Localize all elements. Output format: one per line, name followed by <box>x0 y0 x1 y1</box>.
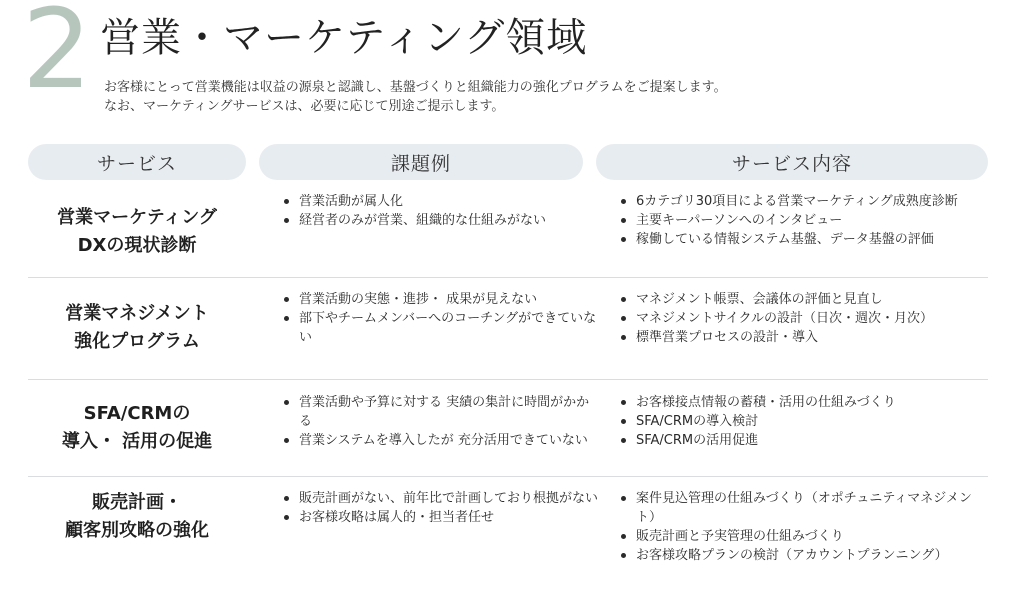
content-item: お客様接点情報の蓄積・活用の仕組みづくり <box>636 393 991 412</box>
issue-item: 経営者のみが営業、組織的な仕組みがない <box>299 211 599 230</box>
service-name <box>28 278 246 378</box>
issue-item: 営業活動が属人化 <box>299 192 599 211</box>
issue-item: 部下やチームメンバーへのコーチングができていない <box>299 309 599 347</box>
service-name <box>28 380 246 475</box>
service-name-line: 営業マーケティング <box>57 207 217 228</box>
content-item: マネジメント帳票、会議体の評価と見直し <box>636 290 991 309</box>
issue-item: 営業活動の実態・進捗・ 成果が見えない <box>299 290 599 309</box>
column-header-service: サービス <box>28 144 246 180</box>
table-row <box>28 477 988 587</box>
content-list <box>616 290 991 347</box>
content-item: 6カテゴリ30項目による営業マーケティング成熟度診断 <box>636 192 991 211</box>
content-item: 標準営業プロセスの設計・導入 <box>636 328 991 347</box>
issue-item: 販売計画がない、前年比で計画しており根拠がない <box>299 491 599 506</box>
service-name-line: 販売計画・ <box>92 492 182 513</box>
content-item: 販売計画と予実管理の仕組みづくり <box>636 527 991 546</box>
content-item: SFA/CRMの導入検討 <box>636 412 991 431</box>
issue-list <box>279 290 599 347</box>
content-item: SFA/CRMの活用促進 <box>636 431 991 450</box>
service-name-line: 強化プログラム <box>74 331 200 352</box>
table-row <box>28 188 988 276</box>
service-name-line: SFA/CRMの <box>83 402 191 424</box>
table-row <box>28 278 988 378</box>
intro-text <box>104 78 727 116</box>
section-title: 営業・マーケティング領域 <box>100 15 588 61</box>
issue-list <box>279 489 599 527</box>
content-item: 稼働している情報システム基盤、データ基盤の評価 <box>636 230 991 249</box>
content-item: お客様攻略プランの検討（アカウントプランニング） <box>636 546 991 565</box>
issue-item: 営業活動や予算に対する 実績の集計に時間がかかる <box>299 393 599 431</box>
content-item: 主要キーパーソンへのインタビュー <box>636 211 991 230</box>
content-list <box>616 489 991 565</box>
intro-line: なお、マーケティングサービスは、必要に応じて別途ご提示します。 <box>104 99 505 114</box>
column-header-content: サービス内容 <box>596 144 988 180</box>
content-item: 案件見込管理の仕組みづくり（オポチュニティマネジメント） <box>636 489 991 527</box>
issue-item: 営業システムを導入したが 充分活用できていない <box>299 431 599 450</box>
issue-list <box>279 393 599 450</box>
table-row <box>28 380 988 475</box>
service-name-line: DXの現状診断 <box>77 235 197 256</box>
issue-item: お客様攻略は属人的・担当者任せ <box>299 508 599 527</box>
content-list <box>616 192 991 249</box>
service-name <box>28 477 246 557</box>
service-name-line: 営業マネジメント <box>65 303 209 324</box>
intro-line: お客様にとって営業機能は収益の源泉と認識し、基盤づくりと組織能力の強化プログラムをご提案します。 <box>104 80 727 95</box>
section-number: 2 <box>22 0 92 113</box>
content-list <box>616 393 991 450</box>
issue-list <box>279 192 599 230</box>
content-item: マネジメントサイクルの設計（日次・週次・月次） <box>636 309 991 328</box>
column-header-issue: 課題例 <box>259 144 583 180</box>
service-name-line: 顧客別攻略の強化 <box>65 520 209 541</box>
service-name-line: 導入・ 活用の促進 <box>61 430 213 452</box>
service-name <box>28 188 246 276</box>
